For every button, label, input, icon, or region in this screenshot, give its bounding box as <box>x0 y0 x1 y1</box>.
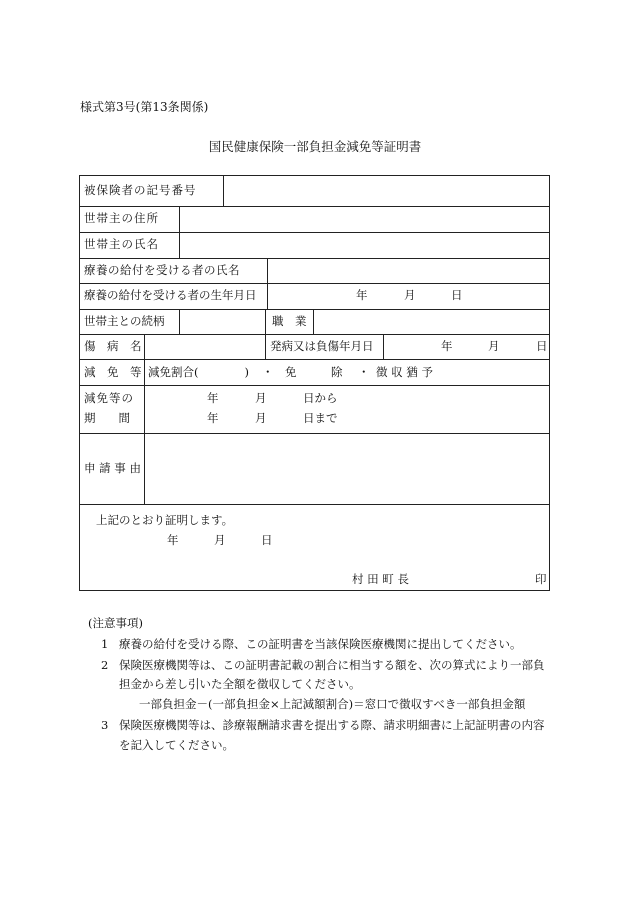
note-number: 2 <box>101 658 109 672</box>
reduction-rate: 減免割合( ) <box>148 365 249 379</box>
relationship-label: 世帯主との続柄 <box>84 314 165 328</box>
birth-year: 年 <box>356 288 368 302</box>
row-line <box>80 359 550 360</box>
householder-address-label: 世帯主の住所 <box>84 211 159 225</box>
period-to-day: 日まで <box>303 411 338 425</box>
row-line <box>80 232 550 233</box>
formula: 一部負担金－(一部負担金×上記減額割合)＝窓口で徴収すべき一部負担金額 <box>139 697 526 711</box>
note-number: 3 <box>101 718 109 732</box>
exemption-option: 免 除 <box>285 365 343 379</box>
row-line <box>80 258 550 259</box>
notes-heading: (注意事項) <box>88 616 143 630</box>
row-line <box>80 385 550 386</box>
row-line <box>80 309 550 310</box>
occupation-label: 職 業 <box>272 314 307 328</box>
col-line <box>144 334 145 504</box>
separator-dot: ・ <box>358 365 370 379</box>
reduction-label: 減 免 等 <box>84 365 142 379</box>
disease-name-label: 傷 病 名 <box>84 339 142 353</box>
onset-day: 日 <box>536 339 548 353</box>
note-2-text-line1: 保険医療機関等は、この証明書記載の割合に相当する額を、次の算式により一部負 <box>119 658 545 672</box>
certify-statement: 上記のとおり証明します。 <box>96 513 234 527</box>
onset-year: 年 <box>441 339 453 353</box>
onset-month: 月 <box>488 339 500 353</box>
row-line <box>80 433 550 434</box>
col-line <box>313 309 314 334</box>
note-number: 1 <box>101 637 109 651</box>
row-line <box>80 206 550 207</box>
period-to-month: 月 <box>255 411 267 425</box>
onset-date-label: 発病又は負傷年月日 <box>270 339 374 353</box>
seal-mark: 印 <box>535 572 547 586</box>
recipient-birthdate-label: 療養の給付を受ける者の生年月日 <box>84 288 257 302</box>
row-line <box>80 334 550 335</box>
col-line <box>179 206 180 258</box>
period-label-line1: 減免等の <box>84 391 134 405</box>
deferral-option: 徴 収 猶 予 <box>376 365 433 379</box>
birth-day: 日 <box>451 288 463 302</box>
period-from-day: 日から <box>303 391 338 405</box>
form-number: 様式第3号(第13条関係) <box>80 100 209 114</box>
insured-symbol-number-label: 被保険者の記号番号 <box>84 183 197 197</box>
note-1-text: 療養の給付を受ける際、この証明書を当該保険医療機関に提出してください。 <box>119 637 522 651</box>
note-2-text-line2: 担金から差し引いた全額を徴収してください。 <box>119 677 361 691</box>
col-line <box>179 309 180 334</box>
recipient-name-label: 療養の給付を受ける者の氏名 <box>84 263 240 277</box>
separator-dot: ・ <box>262 365 274 379</box>
row-line <box>80 283 550 284</box>
mayor-title: 村 田 町 長 <box>352 572 409 586</box>
period-to-year: 年 <box>207 411 219 425</box>
period-from-month: 月 <box>255 391 267 405</box>
cert-month: 月 <box>214 533 226 547</box>
col-line <box>267 258 268 309</box>
document-title: 国民健康保険一部負担金減免等証明書 <box>208 139 422 154</box>
note-3-text-line2: を記入してください。 <box>119 738 234 752</box>
col-line <box>265 334 266 359</box>
cert-day: 日 <box>261 533 273 547</box>
birth-month: 月 <box>404 288 416 302</box>
householder-name-label: 世帯主の氏名 <box>84 237 159 251</box>
col-line <box>383 334 384 359</box>
application-reason-label: 申 請 事 由 <box>84 461 141 475</box>
note-3-text-line1: 保険医療機関等は、診療報酬請求書を提出する際、請求明細書に上記証明書の内容 <box>119 718 545 732</box>
col-line <box>265 309 266 334</box>
period-from-year: 年 <box>207 391 219 405</box>
row-line <box>80 504 550 505</box>
cert-year: 年 <box>167 533 179 547</box>
period-label-line2: 期 間 <box>84 411 130 425</box>
col-line <box>223 176 224 206</box>
